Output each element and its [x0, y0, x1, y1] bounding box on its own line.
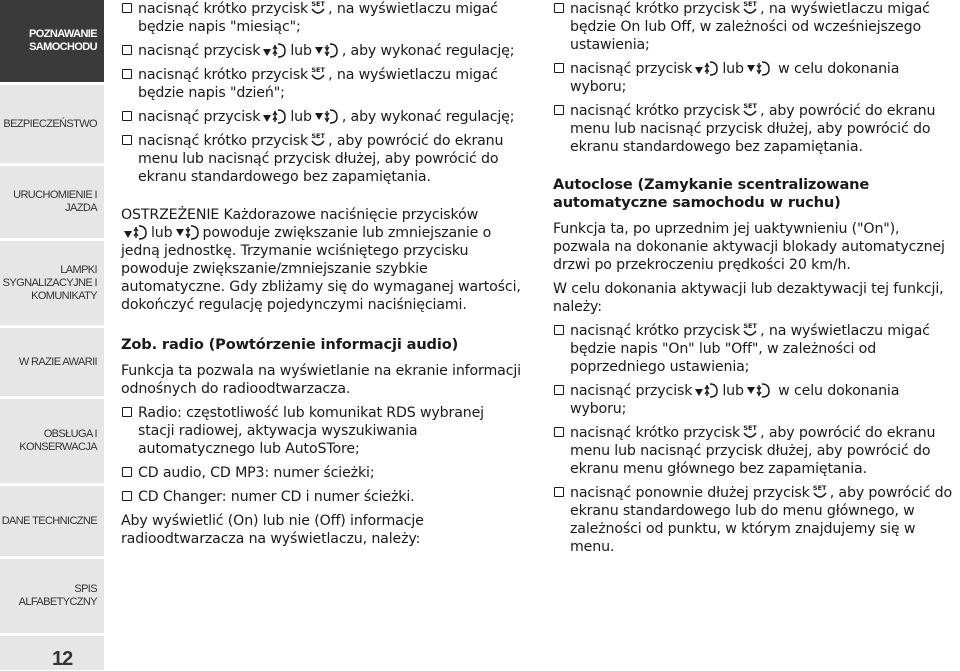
warning-label: OSTRZEŻENIE [121, 207, 220, 223]
list-item [121, 488, 523, 506]
item-text: nacisnąć krótko przycisk [138, 67, 309, 83]
down-button-icon [312, 109, 342, 125]
item-text: nacisnąć ponownie dłużej przycisk [570, 485, 810, 501]
info-list [121, 404, 523, 506]
list-item [553, 382, 953, 418]
chapter-sidebar [0, 0, 104, 670]
instruction-list [121, 0, 523, 186]
section-paragraph: W celu dokonania aktywacji lub dezaktywacji tej funkcji, należy: [553, 281, 944, 315]
set-button-icon [311, 67, 325, 82]
down-button-icon [173, 225, 203, 241]
tab-label: SYGNALIZACYJNE I [2, 276, 97, 289]
item-text: , aby powrócić do ekranu menu lub nacisnąć przycisk dłużej, aby powrócić do ekranu standardowego bez zapamiętania. [570, 103, 936, 155]
list-item [553, 0, 953, 54]
set-button-icon [813, 485, 827, 500]
list-item [553, 322, 953, 376]
item-text: , aby wykonać regulację; [341, 43, 515, 59]
set-icon-label: SET [743, 424, 757, 432]
warning-text: Każdorazowe naciśnięcie przycisków [219, 207, 479, 223]
section-heading-radio: Zob. radio (Powtórzenie informacji audio) [121, 336, 459, 353]
instruction-list [553, 322, 953, 556]
tab-poznawanie-samochodu[interactable] [0, 0, 104, 82]
or-word: lub [151, 225, 173, 241]
item-text: w celu dokonania wyboru; [570, 61, 900, 95]
item-text: nacisnąć krótko przycisk [138, 133, 309, 149]
up-button-icon [260, 43, 290, 59]
set-button-icon [743, 103, 757, 118]
tab-label: KONSERWACJA [19, 441, 97, 453]
tab-bezpieczenstwo[interactable] [0, 85, 104, 163]
set-button-icon [311, 1, 325, 16]
tab-label: BEZPIECZEŃSTWO [3, 117, 97, 130]
item-text: , na wyświetlaczu migać będzie napis "miesiąc"; [138, 1, 498, 35]
section-paragraph: Funkcja ta, po uprzednim jej uaktywnieniu ("On"), pozwala na dokonanie aktywacji blokady automatycznej drzwi po przekroczeniu prędkości 20 km/h. [553, 221, 945, 273]
set-icon-label: SET [743, 0, 757, 8]
item-text: nacisnąć krótko przycisk [570, 323, 741, 339]
item-text: nacisnąć krótko przycisk [570, 425, 741, 441]
set-icon-label: SET [311, 66, 325, 74]
tab-label: SPIS ALFABETYCZNY [18, 583, 97, 608]
down-button-icon [312, 43, 342, 59]
section-paragraph: Funkcja ta pozwala na wyświetlanie na ekranie informacji odnośnych do radioodtwarzacza. [121, 363, 521, 397]
item-text: , aby powrócić do ekranu standardowego lub do menu głównego, w zależności od punktu, w którym znajdujemy się w menu. [570, 485, 953, 555]
item-text: nacisnąć krótko przycisk [138, 1, 309, 17]
list-item [553, 60, 953, 96]
item-text: lub [290, 109, 312, 125]
up-button-icon [692, 383, 722, 399]
set-icon-label: SET [311, 0, 325, 8]
down-button-icon [744, 61, 774, 77]
tab-obsluga-i-konserwacja[interactable] [0, 399, 104, 483]
tab-label: SAMOCHODU [29, 41, 97, 53]
list-item [121, 42, 523, 60]
list-item [121, 66, 523, 102]
item-text: Radio: częstotliwość lub komunikat RDS wybranej stacji radiowej, aktywacja wyszukiwania automatycznego lub AutoSTore; [138, 405, 484, 457]
tab-label: W RAZIE AWARII [18, 355, 97, 368]
set-button-icon [743, 425, 757, 440]
item-text: nacisnąć krótko przycisk [570, 103, 741, 119]
list-item [121, 0, 523, 36]
right-column [553, 0, 953, 562]
tab-label: DANE TECHNICZNE [1, 514, 97, 527]
instruction-list [553, 0, 953, 156]
list-item [121, 464, 523, 482]
item-text: CD audio, CD MP3: numer ścieżki; [138, 465, 375, 481]
tab-w-razie-awarii[interactable] [0, 328, 104, 396]
item-text: lub [290, 43, 312, 59]
tab-label: JAZDA [65, 202, 97, 214]
tab-label: OBSŁUGA I [43, 428, 97, 440]
tab-label: POZNAWANIE [29, 28, 97, 40]
section-heading-autoclose: Autoclose (Zamykanie scentralizowane automatyczne samochodu w ruchu) [553, 176, 870, 211]
set-button-icon [311, 133, 325, 148]
list-item [121, 108, 523, 126]
section-paragraph: Aby wyświetlić (On) lub nie (Off) informacje radioodtwarzacza na wyświetlaczu, należy: [121, 513, 424, 547]
left-column [121, 0, 523, 554]
item-text: , aby powrócić do ekranu menu lub nacisnąć przycisk dłużej, aby powrócić do ekranu menu głównego bez zapamiętania. [570, 425, 936, 477]
up-button-icon [121, 225, 151, 241]
item-text: nacisnąć przycisk [138, 109, 261, 125]
set-icon-label: SET [743, 322, 757, 330]
list-item [553, 484, 953, 556]
list-item [121, 132, 523, 186]
item-text: nacisnąć przycisk [138, 43, 261, 59]
list-item [121, 404, 523, 458]
warning-paragraph [121, 206, 523, 314]
list-item [553, 424, 953, 478]
item-text: lub [722, 61, 744, 77]
up-button-icon [692, 61, 722, 77]
tab-uruchomienie-i-jazda[interactable] [0, 166, 104, 238]
tab-label: KOMUNIKATY [31, 289, 97, 302]
item-text: , na wyświetlaczu migać będzie On lub Off, w zależności od wcześniejszego ustawienia; [570, 1, 930, 53]
set-icon-label: SET [743, 102, 757, 110]
item-text: , na wyświetlaczu migać będzie napis "On" lub "Off", w zależności od poprzedniego ustawienia; [570, 323, 930, 375]
up-button-icon [260, 109, 290, 125]
item-text: nacisnąć przycisk [570, 383, 693, 399]
tab-lampki-sygnalizacyjne[interactable] [0, 241, 104, 325]
set-icon-label: SET [812, 484, 827, 492]
down-button-icon [744, 383, 774, 399]
set-button-icon [743, 1, 757, 16]
tab-label: URUCHOMIENIE I [13, 189, 97, 201]
item-text: CD Changer: numer CD i numer ścieżki. [138, 489, 415, 505]
tab-dane-techniczne[interactable] [0, 486, 104, 556]
list-item [553, 102, 953, 156]
warning-text: powoduje zwiększanie lub zmniejszanie o jedną jednostkę. Trzymanie wciśniętego przycisku powoduje zwiększanie/zmniejszanie szybkie automatyczne. Gdy zbliżamy się do wymaganej wartości, dokończyć regulację pojedynczymi naciśnięciami. [121, 225, 521, 313]
item-text: , aby wykonać regulację; [341, 109, 515, 125]
set-icon-label: SET [311, 132, 325, 140]
item-text: , na wyświetlaczu migać będzie napis "dzień"; [138, 67, 498, 101]
item-text: nacisnąć krótko przycisk [570, 1, 741, 17]
item-text: , aby powrócić do ekranu menu lub nacisnąć przycisk dłużej, aby powrócić do ekranu standardowego bez zapamiętania. [138, 133, 504, 185]
set-button-icon [743, 323, 757, 338]
item-text: w celu dokonania wyboru; [570, 383, 900, 417]
page-number: 12 [52, 648, 73, 670]
item-text: nacisnąć przycisk [570, 61, 693, 77]
item-text: lub [722, 383, 744, 399]
tab-spis-alfabetyczny[interactable] [0, 559, 104, 633]
tab-label: LAMPKI [60, 263, 97, 276]
